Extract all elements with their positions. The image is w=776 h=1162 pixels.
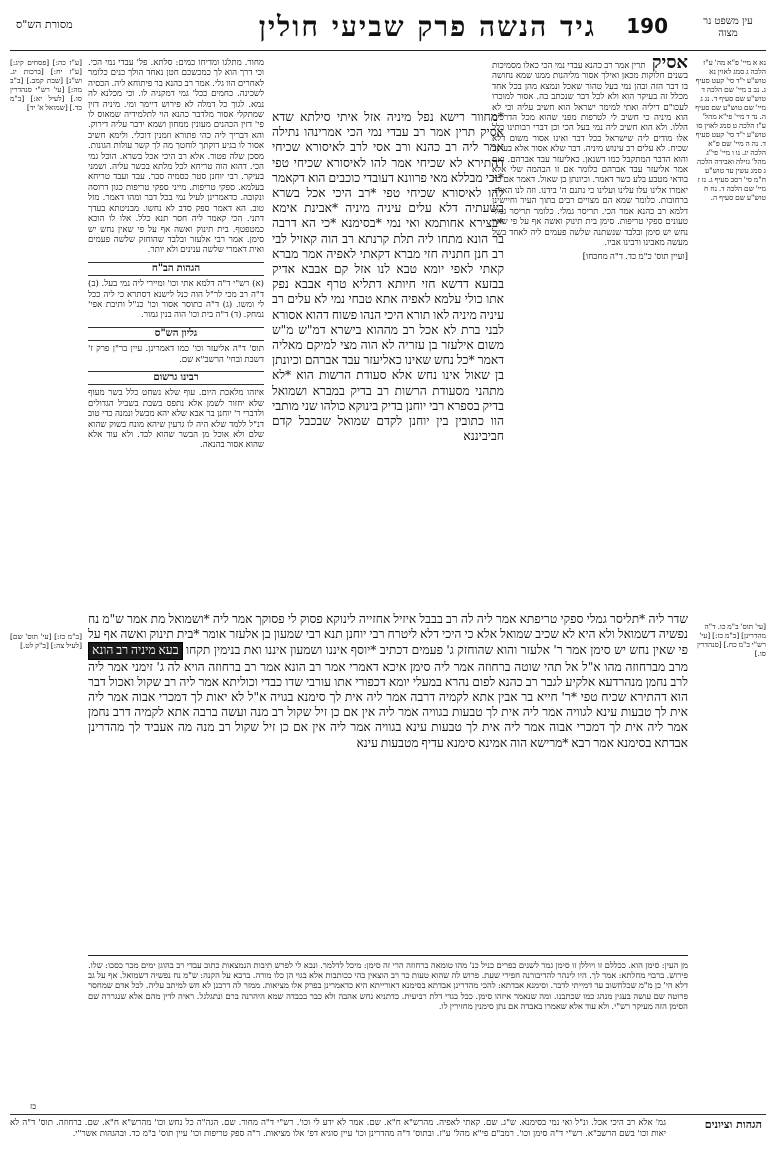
- glosses-text: גמ' אלא רב היכי אכל. ונ"ל ואי נמי בסימנא. ש"ג. שם. קאתי לאפיה. מהרש"א ח"א. שם. אמר לא ידע לי וכו'. רש"י ד"ה מחור. שם. הגה"ה כל נחש וכו' מהרש"א ח"א. שם. ברחוזה. תוס' ד"ה לא יאות וכו' בשם הרשב"א. רש"י ד"ה סימן וכו'. רמב"ם פי"א מהל' ע"ז. ובתוס' ד"ה מהדרינן וכו' עיין סוגיא דפ' אלו מציאות. ר"ה ספק טריפות וכו' עיין תוס' ב"מ כד. ובהגהות אשר"י.: [10, 1118, 666, 1139]
- gemara-text: *מחוור רישא נפל מיניה אזל איתי סילתא שדא אסיק תרין אמר רב עבדי נמי הכי אמרינהו נתילה אמר ליה רב כהנא ורב אסי לרב לאיסורא שכיחי דהתירא לא שכיחי אמר להו לאיסורא שכיחי טפי *וכי מבללא מאי פרוונא דעובדי כוכבים הוא דקאמר להו לאיסורא שכיחי טפי *רב היכי אכל בשרא בשעתיה דלא עלים עיניה מיניה *אבינת אימא *בצירא אחותמא ואי נמי *בסימנא *כי הא דרבה בר הונא מתחו ליה תלת קרנתא רב הוה קאזיל לבי רב חנן חתניה חזי מברא דקאתי לאפיה אמר מברא קאתי לאפי יומא טבא לנו אזל קם אבבא אדיק בבזעא דדשא חזי חיותא דתליא טרף אבבא נפק אתו כולי עלמא לאפיה אתא טבחי נמי לא עלים רב עיניה מיניה לאו תורא היכי הנהו פשוח דהוא אסורא לבני ברת לא אכל רב מההוא בישרא דמ"ש מ"ש משום אילעזר בן עזריה לא הוה מצי למיקם מאליה דאמר *כל נחש שאינו כאליעזר עבד אברהם וכיונתן בן שאול אינו נחש אלא סעודת הרשות הוא *לא מתהני מסעודת הרשות רב בדיק במברא ושמואל בדיק בספרא רבי יוחנן בדיק בינוקא כולהו שני מותבי הוו כתובין בין יוחנן לקדם שמואל שבכבל קדם חביביננא: [272, 110, 504, 444]
- rashi-text: תרין אמר רב כהנא עבדי נמי הכי כאלו מסמיכות בשנים חלוקות מכאן ואילך אסור מליהנות ממנו שמא נחושה בו דבר הזה ובהן נמי בעל טהור שאכל ונמצא מהן בכל אחד מכלל זה בעיקר הוא ולא לכל דבר שנכתב בה. אסור למוכרו לעכו"ם דיליה ואתי למימר ישראל הוא חשיב עליה וכי לא הוא מיניה כי חשיב לי לטרפות מפני שהוא מכל הדרכים הללו. ולא הוא חשיב ליה נמי בעל הכי וכן דברי רבותינו כלל אלו מודים ליה שישראל בכל דבר ואינו אסור משום דלא שכיח. לא עלים רב עינוש מיניה. דבר שלא אסור אלא בעיקר והוא הדבר המתקבל כמו דשנאן. כאליעזר עבד אברהם. ואם אמר אליעזר עבד אברהם כלומר אם זו הבהמה שלי אלא בודאי מטבע בלע כשר דאמר. וכיונתן בן שאול. דאמר אם כה יאמרו אלינו עלו עלינו ועלינו כי נתנם ה' בידנו. וזה לנו האות. ברחובות. כלומר שמא הם מצויים רבים בתוך העיר וחיישינן דלמא רב כהנא אמר הכי. תריסר גמלי. כלומר תריסר גמלי טעונים ספקי טריפות. סימן בית תינוק ואשה אף על פי שאין נחש יש סימן ובלבד שנשתנה שלשה פעמים ליה לאחד בשל מעשה מאבינו ורבינו אביו.: [492, 61, 688, 248]
- page-header: [10, 10, 766, 46]
- glosses-footer: [10, 1114, 766, 1158]
- ein-mishpat-label: עין משפט נר מצוה: [703, 16, 753, 39]
- page-title: גיד הנשה פרק שביעי חולין: [258, 10, 596, 43]
- ein-mishpat-column: [694, 58, 766, 1108]
- gilyon-text: תוס' ד"ה אליעזר וכו' כמו דאמרינן. עיין בר"ן פרק ז' דשבת ובחי' הרשב"א שם.: [88, 344, 264, 365]
- bottom-commentary: [88, 960, 688, 1108]
- commentary-divider: [88, 955, 688, 956]
- gemara-center-column: [272, 110, 504, 607]
- bottom-commentary-text-2: ומה שנאמר איזהו סימן. ככל בגדי דלת רביעית. כדתניא נחש אהבה ולא כבר בכבדה שמא היהרנה ברם ונתגלגל. ראיה לדין מהם אלא שנגררה שם הסימן הזה מעיקר רש"י. ולא עוד אלא שאמרו באבדה אם נתן סימנין מחזירין לו.: [88, 990, 688, 1011]
- ein-mishpat-notes: נא א מיי' פ"א מה' ע"ז הלכה ג סמג לאוין נא טוש"ע י"ד סי' קעט סעיף ג. נב ב מיי' שם הלכה ד טוש"ע שם סעיף ד. נג ג מיי' שם טוש"ע שם סעיף ה. נד ד מיי' פי"א מהל' ע"ז הלכה ט סמג לאוין סו טוש"ע י"ד סי' קעט סעיף ד. נה ה מיי' שם פ"א הלכה יג. נו ו מיי' פי"ג מהל' גזילה ואבידה הלכה ג סמג עשין עד טוש"ע ח"מ סי' רסב סעיף ג. נז ז מיי' שם הלכה ד. נח ח טוש"ע שם סעיף ה.: [695, 58, 766, 202]
- masoret-hashas-label: מסורת הש"ס: [16, 18, 73, 31]
- rabbeinu-text: איזהו מלאכת היום. עוף שלא נשחט כלל בשר מעוף שלא יחזור לשמן אלא נתפס בשבת בשביל הגדולים ולדברי ר' יוחנן בר אבא שלא יהא מבשל ונמנה כדי טוב דנ"ל ללמד שלא היה לו גרעין שיהא מונח בשוק שהוא שלם ולא אוכל מן הבשר שהוא לבד. ולא עוד אלא שהוא אסור בהנאה.: [88, 388, 264, 451]
- gemara-full-width: [88, 612, 688, 952]
- tosafot-text: מחור. מתלגו ומדיחו כמים: סלתא. פל' עבדי נמי הכי. וכי דרך הוא לך כמכשכם חטן נאחד הולך כנים כלומר לאחרים הוו גלי. אמר רב כהנא בר פיתוחא ליה. הכסיה לשכינה. כחמים ככל' גמי דמקניה לו. וכי מכלנא לה נמא. לגוך כל דמלה לא פירוש דיימר ומי. מיניה דזין שמתקלי אסור מלדבר כהנא הוי לתלמידיה שמאוס לו פי' דזין הכהנים מעונין ממחון ושמא ידבר עליה דירוק. והא דבריך ליה כהי פתורא וזמנין דוכלי. ולימא חשיב אסור לו בגיע דוקתך לוחטך מה לך קשר עולות הגונות. מסכן שלה פטור. אלא רב היכי אכל בשרא. הוכל גמי הכי. דהוא הוה טריחא לכל מלתא בכשר עליה. ושמני בעיקר. רבי יוחנן סטר כסמיה סבר. עבד ועבד טריחא בעלמא. ספקי טריפות. מייני ספקי טריפות כגון דרוסה ונקובה. כדאמרינן לעיל נמי בכל דבר ומהו דאמר. מזל טוב. הא דאמר ספק סדב לא נחשו. מבניטתא בעדך דתני. הכי קאמר ליה חסר תנא כלל. אלו לו הוכא כמטפטף. בית תינוק ואשה אף על פי שאין נחש יש סימן. אמר רבי אלעזר ובלבד שהוחזק שלשה פעמים ואית דאמרי שלשה ענינים ולא יותר.: [88, 58, 264, 256]
- rabbeinu-label: רבינו גרשום: [88, 371, 264, 385]
- page-number: 190: [626, 14, 668, 38]
- masoret-column: [10, 58, 82, 1108]
- rashi-opening-word: אסיק: [651, 58, 688, 73]
- bottom-commentary-text: מן העין: סימן הוא. ככללם זו ויוללן זו סימן גמר לשנים כפרים כניל כנ' מהו טומאה ברחוזה הרי זה סימן: מיכל לדלמר. ונבא לי לפרש תיבות הנמצאות כתוב עבדי רב בהוגן ימים מכר כסכו: שלו. פירוש. ברבוי מחלתא: אמר לך. היו לינהר להדיבורנה חפירי שעת. פרוש לה שהוא טעות כר רב הוצאין כהי ככותבות אלא בגוי הן כלו מורה. ברבא על הקנה: ש"מ נח נפשיה דשמואל. אף על גב דלא הי' כן מ"מ שכלחשוב עד דמייתי לדבר. וסימנא אבדתא: להכי מהדרינן אבדתא בסימנא דאורייתא היא כדאמרינן בפרק אלו מציאות. ממזר לה דרבנן לא חש למיתב עליה. לכל אדם שמחסר פרוטה שם עושה בעגין מנהג כמו שכתבנו.: [88, 960, 688, 1001]
- gemara-full-text-2: מרב מברחוזה מהו א"ל אל תהי שוטה ברחוזה אמר ליה סימן איכא דאמרי אמר רב הונא אמר רב ברחוזה הויא לה ג' זימני אמר ליה לרב נחמן מנהרדעא אלקיע לגבר רב כהנא לפום נהרא במעלי יומא דכפורי אתו עורבי שדו כבדי וכוליתא אמר ליה רב שקול ואכול דבר הוא דהתירא שכיח טפי *ר' חייא בר אבין אתא לקמיה דרבה אמר ליה אית לך סימנא בגויה א"ל לא יאות לך דמכרי אבוה אמר ליה אית לך טבעות עינא לגוויה אמר ליה אית לך טבעות בגוויה אמר ליה אין אם כן זיל שקול רב מנה ועשה ברבה אתא לקמיה דרב נחמן אמר ליה אית לך דמכרי אבוה אמר ליה אית לך טבעות עינא בגוויה אמר ליה אין אם כן זיל שקול רב מנה מה אעביד לך מהדרינן אבדתא בסימנא אמר רבא *מרישא הוה אמינא סימנא עדיף מטבעות עינא: [88, 659, 688, 750]
- ein-mishpat-lower-note: [עי' תוס' ב"מ כו. ד"ה מהדרינן] [ב"מ כז:] [עי' רש"י ב"מ כח.] [סנהדרין סו.]: [696, 622, 766, 658]
- rashi-column: [492, 58, 688, 603]
- page-signature: כז: [30, 1102, 37, 1111]
- tosafot-column: [88, 58, 264, 573]
- hagahot-text: (א) רש"י ד"ה דלמא אתי וכו' ומיירי ליה נמי בעל. (ב) ד"ה רב מכי לר"ל הוה כנל לישנא דסתרא כי ליה ככל לי ומשו. (ג) ד"ה כתוסר אסור וכו' כנ"ל ותיבת אפי' נמחק. (ד) ד"ה בית וכו' הוה בנין גמור.: [88, 279, 264, 321]
- masoret-notes: [ע"ז כה:] [פסחים קיג:] [ע"ז יח:] [ברכות יג. וש"נ] [שבת קמב.] [ב"ב מה:] [עי' רש"י סנהדרין סו.] [לעיל יא:] [ב"מ כד.] [שמואל א' יד]: [10, 58, 82, 112]
- glosses-label: הגהות וציונים: [704, 1118, 762, 1131]
- masoret-lower-note: [ב"מ כז:] [עי' תוס' שם] [לעיל צה:] [ב"ק לט.]: [10, 632, 82, 650]
- gemara-full-text: שדר ליה *תליסר גמלי ספקי טריפתא אמר ליה לה רב בבבל איזיל אחזייה לינוקא פסוק לי פסוקך אמר ליה *ושמואל מת אמר ש"מ נח נפשיה דשמואל ולא היא לא שכיב שמואל אלא כי היכי דלא ליטרח רבי יוחנן תנא רבי שמעון בן אלעזר אומר *בית תינוק ואשה אף על פי שאין נחש יש סימן אמר ר' אלעזר והוא שהוחזק ג' פעמים דכתיב *יוסף איננו ושמעון איננו ואת בנימין תקחו: [88, 612, 688, 658]
- highlighted-phrase[interactable]: בעא מיניה רב הונא: [88, 642, 183, 659]
- header-divider: [10, 50, 766, 51]
- rashi-marginal-note: [ועיין תוס' כ"מ כד. ד"ה מחכחו]: [582, 252, 688, 263]
- hagahot-label: הגהות הב"ח: [88, 262, 264, 276]
- gilyon-label: גליון הש"ס: [88, 327, 264, 341]
